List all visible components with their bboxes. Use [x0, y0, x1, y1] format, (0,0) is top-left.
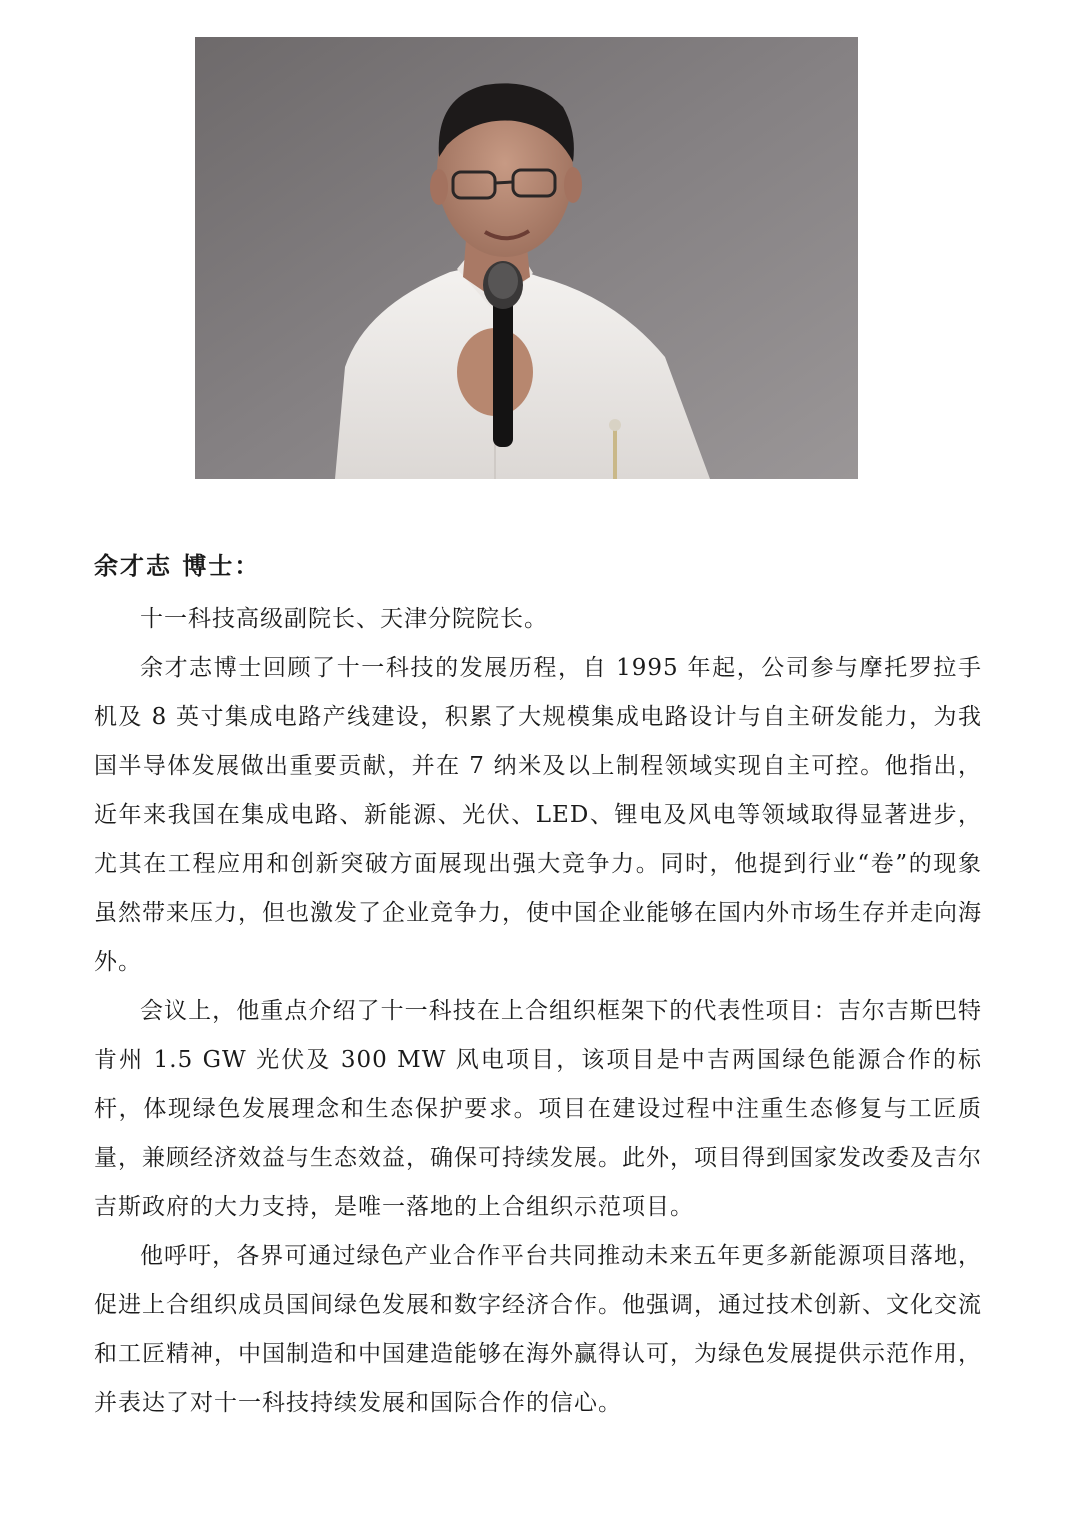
speaker-photo [195, 37, 858, 479]
article-body [94, 595, 982, 1428]
speaker-title: 博士： [182, 551, 261, 580]
paragraph-appeal: 他呼吁，各界可通过绿色产业合作平台共同推动未来五年更多新能源项目落地，促进上合组织成员国间绿色发展和数字经济合作。他强调，通过技术创新、文化交流和工匠精神，中国制造和中国建造能够在海外赢得认可，为绿色发展提供示范作用，并表达了对十一科技持续发展和国际合作的信心。 [94, 1243, 982, 1416]
speaker-role-paragraph: 十一科技高级副院长、天津分院院长。 [140, 606, 548, 632]
paragraph-project: 会议上，他重点介绍了十一科技在上合组织框架下的代表性项目：吉尔吉斯巴特肯州 1.5 GW 光伏及 300 MW 风电项目，该项目是中吉两国绿色能源合作的标杆，体现绿色发展理念和生态保护要求。项目在建设过程中注重生态修复与工匠质量，兼顾经济效益与生态效益，确保可持续发展。此外，项目得到国家发改委及吉尔吉斯政府的大力支持，是唯一落地的上合组织示范项目。 [94, 998, 982, 1220]
speaker-name: 余才志 [94, 551, 172, 580]
paragraph-history: 余才志博士回顾了十一科技的发展历程，自 1995 年起，公司参与摩托罗拉手机及 8 英寸集成电路产线建设，积累了大规模集成电路设计与自主研发能力，为我国半导体发展做出重要贡献，并在 7 纳米及以上制程领域实现自主可控。他指出，近年来我国在集成电路、新能源、光伏、LED、锂电及风电等领域取得显著进步，尤其在工程应用和创新突破方面展现出强大竞争力。同时，他提到行业“卷”的现象虽然带来压力，但也激发了企业竞争力，使中国企业能够在国内外市场生存并走向海外。 [94, 655, 982, 975]
speaker-photo-image [195, 37, 858, 479]
speaker-heading [94, 548, 260, 584]
